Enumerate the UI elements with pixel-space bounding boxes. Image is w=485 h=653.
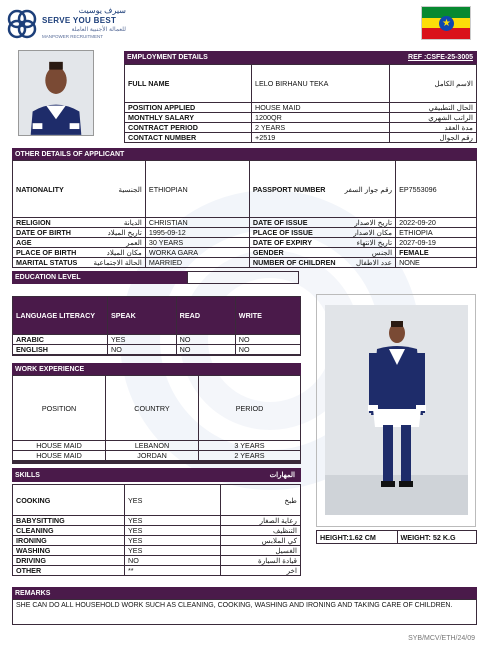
field-label-ar: مدة العقد [390,123,477,133]
skill-value: YES [125,485,221,516]
skill-label: WASHING [13,546,125,556]
language-column-header: READ [176,297,235,335]
work-cell: HOUSE MAID [13,441,106,451]
empty-cell [199,463,301,464]
education-level-header [12,271,187,284]
skills-header [12,468,301,482]
skill-label-ar: الغسيل [221,546,301,556]
field-label: GENDER [249,248,338,258]
field-label: DATE OF ISSUE [249,218,338,228]
skill-value: YES [125,536,221,546]
work-experience-header [12,363,301,375]
skill-label: BABYSITTING [13,516,125,526]
field-value: WORKA GARA [145,248,249,258]
field-value: FEMALE [396,248,477,258]
ethiopia-flag [421,6,471,40]
remarks-box [12,599,477,625]
language-name: ENGLISH [13,345,108,355]
employment-details-table [124,64,477,143]
field-label: DATE OF BIRTH [13,228,91,238]
skill-label-ar: قيادة السيارة [221,556,301,566]
field-label-ar: الحالة الاجتماعية [91,258,146,268]
field-label-ar: مكان الاصدار [339,228,396,238]
language-level: NO [176,335,235,345]
employment-row [125,65,477,103]
skill-value: YES [125,526,221,536]
work-header-row [13,376,301,441]
remarks-text: SHE CAN DO ALL HOUSEHOLD WORK SUCH AS CLEANING, COOKING, WASHING AND IRONING AND TAKING CARE OF CHILDREN. [16,602,453,609]
field-label-ar: رقم جواز السفر [339,161,396,218]
field-label: PLACE OF BIRTH [13,248,91,258]
employment-details-title: EMPLOYMENT DETAILS [127,54,208,61]
skill-label-ar: كي الملابس [221,536,301,546]
field-label: RELIGION [13,218,91,228]
field-label-ar: تاريخ الاصدار [339,218,396,228]
field-value: ETHIOPIAN [145,161,249,218]
field-value: +2519 [252,133,390,143]
work-cell: LEBANON [106,441,199,451]
skill-label: IRONING [13,536,125,546]
applicant-row [13,248,477,258]
work-experience-title: WORK EXPERIENCE [15,365,85,373]
language-column-header: LANGUAGE LITERACY [13,297,108,335]
work-row-empty [13,463,301,464]
field-label: CONTRACT PERIOD [125,123,252,133]
language-level: NO [108,345,177,355]
language-level: NO [235,335,300,345]
applicant-row [13,228,477,238]
skill-row [13,536,301,546]
employment-row [125,103,477,113]
skill-value: YES [125,516,221,526]
field-label-ar: تاريخ الانتهاء [339,238,396,248]
education-level-title: EDUCATION LEVEL [15,274,81,281]
skill-row [13,546,301,556]
measurements-table [316,530,477,544]
other-details-title: OTHER DETAILS OF APPLICANT [15,150,125,158]
language-name: ARABIC [13,335,108,345]
work-cell: JORDAN [106,451,199,461]
language-column-header: SPEAK [108,297,177,335]
weight-value: WEIGHT: 52 K.G [397,531,476,544]
field-label: FULL NAME [125,65,252,103]
work-row [13,441,301,451]
field-value: 2027-09-19 [396,238,477,248]
field-value: 1995-09-12 [145,228,249,238]
applicant-row [13,258,477,268]
empty-cell [235,355,300,356]
work-row [13,451,301,461]
applicant-row [13,161,477,218]
field-label-ar: العمر [91,238,146,248]
language-row [13,345,301,355]
field-label-ar: رقم الجوال [390,133,477,143]
field-label-ar: عدد الاطفال [339,258,396,268]
skill-label-ar: اخر [221,566,301,576]
employment-row [125,123,477,133]
field-value: 30 YEARS [145,238,249,248]
skills-table [12,484,301,576]
empty-cell [13,463,106,464]
field-label-ar: الجنس [339,248,396,258]
skill-row [13,516,301,526]
skills-title: SKILLS [15,471,40,479]
skill-value: NO [125,556,221,566]
field-label-ar: الديانة [91,218,146,228]
language-row [13,335,301,345]
work-cell: 3 YEARS [199,441,301,451]
brand-tag-en: MANPOWER RECRUITMENT [42,34,103,39]
language-level: NO [176,345,235,355]
field-label: NUMBER OF CHILDREN [249,258,338,268]
skill-label-ar: التنظيف [221,526,301,536]
work-cell: HOUSE MAID [13,451,106,461]
field-label-ar: مكان الميلاد [91,248,146,258]
field-label: MARITAL STATUS [13,258,91,268]
field-value: NONE [396,258,477,268]
work-column-header: PERIOD [199,376,301,441]
empty-cell [106,463,199,464]
skill-label-ar: طبخ [221,485,301,516]
skill-row [13,485,301,516]
field-label-ar: تاريخ الميلاد [91,228,146,238]
field-label: PASSPORT NUMBER [249,161,338,218]
field-value: 2 YEARS [252,123,390,133]
field-value: MARRIED [145,258,249,268]
remarks-header [12,587,477,599]
applicant-row [13,238,477,248]
field-label: MONTHLY SALARY [125,113,252,123]
field-value: 1200QR [252,113,390,123]
field-label: CONTACT NUMBER [125,133,252,143]
field-label-ar: الجنسية [91,161,146,218]
field-label-ar: الاسم الكامل [390,65,477,103]
other-details-header [12,148,477,160]
brand-name-ar: سيرف يوسيت [78,6,126,15]
field-label-ar: الراتب الشهري [390,113,477,123]
work-experience-table [12,375,301,464]
empty-cell [13,355,108,356]
employment-details-header [124,51,477,64]
field-value: HOUSE MAID [252,103,390,113]
skill-value: YES [125,546,221,556]
field-value: LELO BIRHANU TEKA [252,65,390,103]
field-value: EP7553096 [396,161,477,218]
applicant-photo-frame [316,294,476,527]
brand-tag-ar: للعمالة الأجنبية العاملة [71,27,126,33]
education-level-value [187,271,299,284]
field-value: ETHIOPIA [396,228,477,238]
skill-label: COOKING [13,485,125,516]
applicant-photo-full [325,305,468,515]
flag-star-icon: ★ [439,16,454,31]
skill-row [13,566,301,576]
language-row-empty [13,355,301,356]
remarks-title: REMARKS [15,589,51,597]
empty-cell [108,355,177,356]
field-label: PLACE OF ISSUE [249,228,338,238]
skill-label: CLEANING [13,526,125,536]
skill-label-ar: رعاية الصغار [221,516,301,526]
employment-row [125,133,477,143]
field-label: NATIONALITY [13,161,91,218]
field-label: POSITION APPLIED [125,103,252,113]
applicant-details-table [12,160,477,268]
company-logo [6,6,126,44]
employment-row [125,113,477,123]
logo-mark-icon [6,8,38,40]
language-header-row [13,297,301,335]
skill-label: DRIVING [13,556,125,566]
work-column-header: POSITION [13,376,106,441]
skill-row [13,526,301,536]
field-label-ar: الحال التطبيقي [390,103,477,113]
brand-name-en: SERVE YOU BEST [42,16,117,25]
field-label: AGE [13,238,91,248]
empty-cell [176,355,235,356]
height-value: HEIGHT:1.62 CM [317,531,398,544]
work-cell: 2 YEARS [199,451,301,461]
field-value: 2022-09-20 [396,218,477,228]
footer-code: SYB/MCV/ETH/24/09 [408,635,475,642]
language-level: NO [235,345,300,355]
reference-number: REF :CSFE-25-3005 [408,54,473,61]
field-label: DATE OF EXPIRY [249,238,338,248]
skill-row [13,556,301,566]
applicant-row [13,218,477,228]
work-column-header: COUNTRY [106,376,199,441]
field-value: CHRISTIAN [145,218,249,228]
skills-title-ar: المهارات [269,472,295,479]
skill-value: ** [125,566,221,576]
language-literacy-table [12,296,301,356]
language-column-header: WRITE [235,297,300,335]
applicant-photo-small [18,50,94,136]
language-level: YES [108,335,177,345]
skill-label: OTHER [13,566,125,576]
